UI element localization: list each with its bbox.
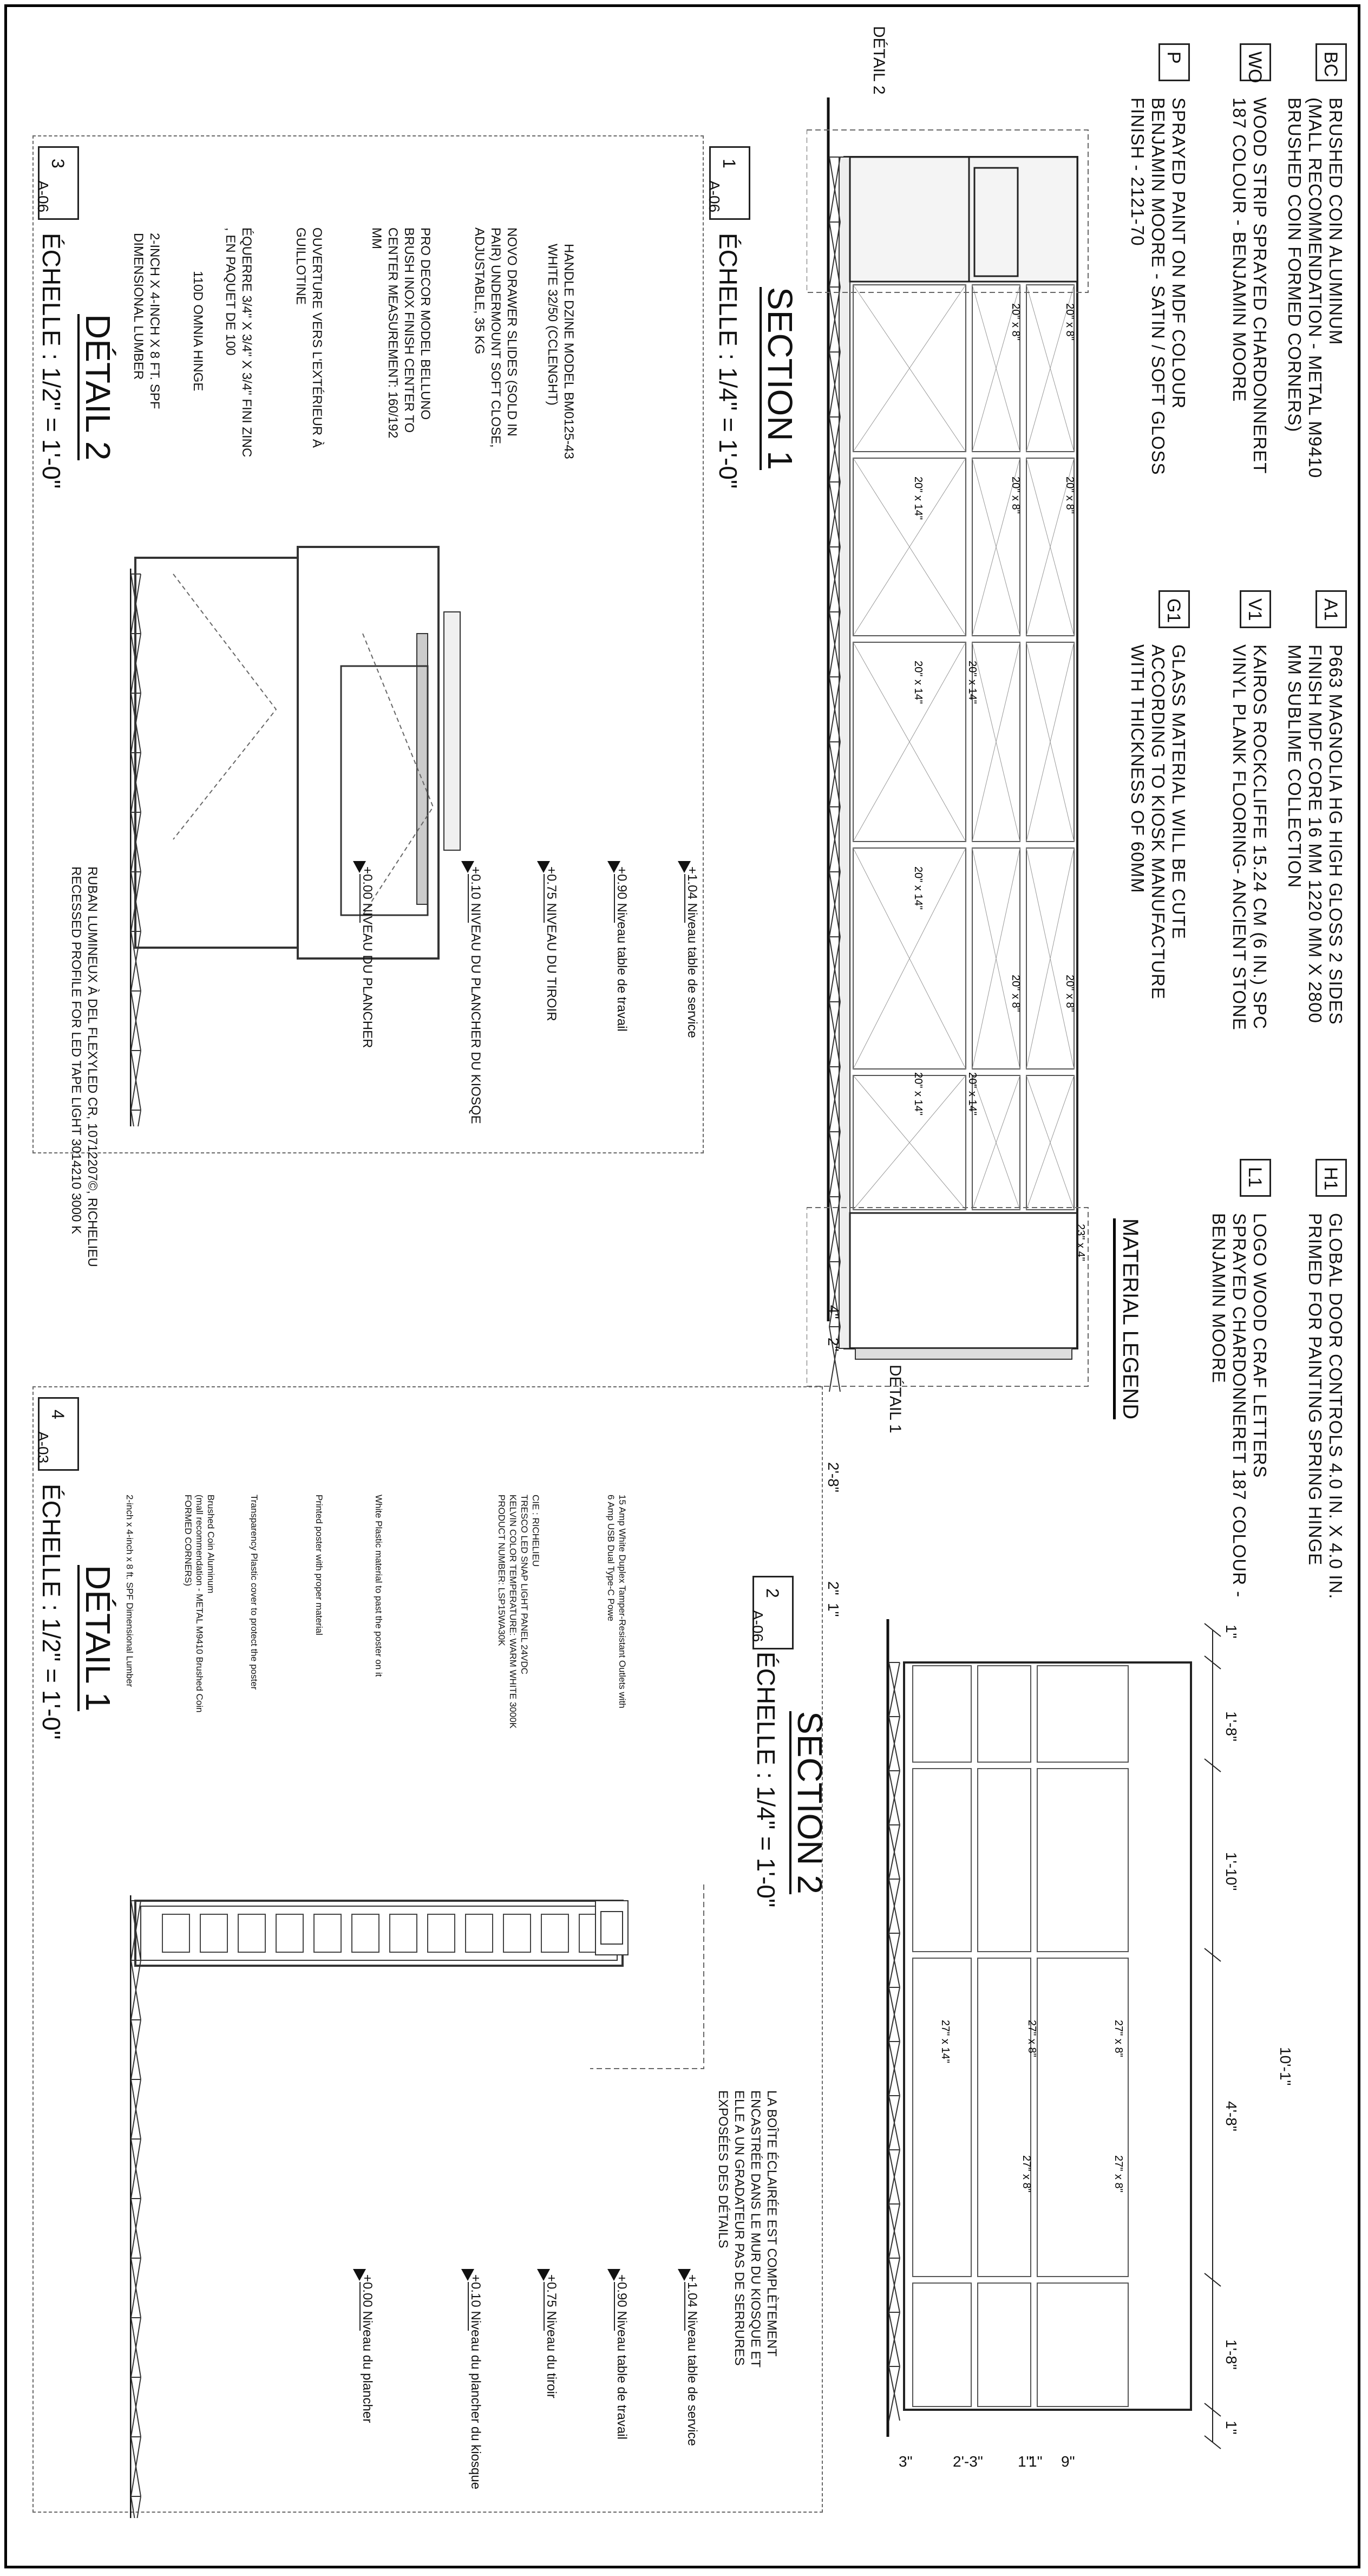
- lightbox-slot: [541, 1914, 568, 1952]
- detail1-ref-bubble: [35, 1397, 79, 1471]
- section1-dim-4in: 4": [825, 1305, 842, 1319]
- section2-ref-sheet: A-06: [749, 1610, 766, 1642]
- cabinet-size-label: 20" x 8": [1010, 975, 1022, 1012]
- leg-brace: [889, 2258, 900, 2312]
- legend-item-wo: WOOD STRIP SPRAYED CHARDONNERET 187 COLOUR - BENJAMIN MOORE: [1229, 97, 1270, 474]
- cabinet-size-label: 20" x 8": [1010, 303, 1022, 341]
- lightbox-slot: [200, 1914, 227, 1952]
- level-label-4: +0.00 NIVEAU DU PLANCHER: [360, 866, 375, 1048]
- cabinet-size-label: 20" x 14": [912, 866, 924, 910]
- leg-brace: [889, 1987, 900, 2042]
- leg-brace: [131, 991, 141, 1051]
- leg-brace: [889, 1933, 900, 1987]
- leg-brace: [131, 2437, 141, 2496]
- cabinet-panel: [913, 1769, 971, 1952]
- detail1-title: DÉTAIL 1: [78, 1565, 117, 1712]
- legend-item-h1: GLOBAL DOOR CONTROLS 4.0 IN. X 4.0 IN. PRIMED FOR PAINTING SPRING HINGE: [1305, 1213, 1346, 1600]
- cabinet-panel: [1037, 1769, 1128, 1952]
- detail1-ref-sheet: A-03: [35, 1431, 51, 1464]
- detail2-title: DÉTAIL 2: [78, 314, 117, 461]
- legend-code-v1: V1: [1240, 590, 1271, 628]
- legend-code-wo: WO: [1240, 43, 1271, 81]
- legend-code-h1: H1: [1315, 1159, 1347, 1197]
- cabinet-size-label: 27" x 14": [939, 2020, 951, 2063]
- panel-diagonal: [853, 458, 966, 636]
- cabinet-panel: [1037, 1666, 1128, 1762]
- level-label-1: +0.90 Niveau table de travail: [614, 2274, 629, 2440]
- leg-brace: [889, 2096, 900, 2150]
- level-label-4: +0.00 Niveau du plancher: [360, 2274, 375, 2423]
- leg-brace: [889, 1771, 900, 1825]
- level-label-3: +0.10 Niveau du plancher du kiosque: [468, 2274, 483, 2489]
- leg-brace: [131, 2496, 141, 2518]
- section2-side-dim: 9": [1061, 2453, 1075, 2470]
- leg-brace: [829, 1327, 840, 1392]
- section2-dim: 4'-8": [1223, 2101, 1240, 2131]
- detail1-note: 15 Amp White Duplex Tamper-Resistant Outlets with 6 Amp USB Dual Type-C Powe: [606, 1495, 627, 1708]
- leg-brace: [889, 1717, 900, 1771]
- panel-diagonal: [1026, 642, 1074, 842]
- section2-dim: 1": [1223, 2421, 1240, 2435]
- legend-item-a1: P663 MAGNOLIA HG HIGH GLOSS 2 SIDES FINISH MDF CORE 16 MM 1220 MM X 2800 MM SUBLIME COLLECTION: [1285, 644, 1346, 1025]
- detail1-note: White Plastic material to past the poster on it: [374, 1495, 384, 1677]
- panel-diagonal: [853, 642, 966, 842]
- leg-brace: [131, 2079, 141, 2139]
- cabinet-size-label: 20" x 14": [912, 477, 924, 520]
- lightbox-slot: [276, 1914, 303, 1952]
- leg-brace: [131, 2258, 141, 2318]
- lightbox-slot: [466, 1914, 493, 1952]
- cabinet-size-label: 20" x 14": [966, 661, 978, 704]
- cabinet-panel: [978, 1769, 1031, 1952]
- detail1-scale: ÉCHELLE : 1/2" = 1'-0": [37, 1484, 66, 1740]
- cabinet-size-label: 27" x 8": [1026, 2020, 1038, 2057]
- legend-title: MATERIAL LEGEND: [1113, 1218, 1142, 1419]
- legend-item-bc: BRUSHED COIN ALUMINUM (MALL RECOMMENDATION - METAL M9410 BRUSHED COIN FORMED CORNERS): [1285, 97, 1346, 479]
- detail1-callout: DÉTAIL 1: [886, 1365, 904, 1433]
- leg-brace: [131, 2318, 141, 2377]
- cabinet-panel: [978, 2283, 1031, 2407]
- level-label-2: +0.75 NIVEAU DU TIROIR: [544, 866, 559, 1021]
- leg-brace: [889, 2150, 900, 2204]
- detail2-callout: DÉTAIL 2: [870, 26, 888, 95]
- leg-brace: [131, 1960, 141, 2020]
- section2-scale: ÉCHELLE : 1/4" = 1'-0": [752, 1652, 780, 1908]
- detail2-ref-bubble: [35, 146, 79, 220]
- legend-code-bc: BC: [1315, 43, 1347, 81]
- cabinet-panel: [1037, 2283, 1128, 2407]
- lightbox-slot: [390, 1914, 417, 1952]
- cabinet-size-label: 20" x 8": [1064, 303, 1076, 341]
- detail2-ref-num: 3: [48, 159, 68, 168]
- leg-brace: [889, 2042, 900, 2096]
- lightbox-slot: [352, 1914, 379, 1952]
- legend-item-l1: LOGO WOOD CRAF LETTERS SPRAYED CHARDONNERET 187 COLOUR - BENJAMIN MOORE: [1209, 1213, 1270, 1598]
- panel-diagonal: [853, 285, 966, 452]
- cabinet-panel: [1037, 1958, 1128, 2277]
- level-label-0: +1.04 Niveau table de service: [685, 866, 699, 1038]
- leg-brace: [131, 2020, 141, 2079]
- detail2-led-note: RUBAN LUMINEUX À DEL FLEXYLED CR, 10712207©, RICHELIEU RECESSED PROFILE FOR LED TAPE LIGHT 3014210 3000 K: [69, 866, 100, 1267]
- level-label-2: +0.75 Niveau du tiroir: [544, 2274, 559, 2398]
- section2-side-dim: 1": [1029, 2453, 1043, 2470]
- section1-ref-sheet: A-06: [706, 180, 723, 213]
- legend-code-l1: L1: [1240, 1159, 1271, 1197]
- detail1-note: CIE : RICHELIEU TRESCO LED SNAP LIGHT PANEL 24VDC KELVIN COLOR TEMPERATURE: WARM WHITE 3000K PRODUCT NUMBER: LSP15WA30K: [496, 1495, 541, 1729]
- detail2-note: NOVO DRAWER SLIDES (SOLD IN PAIR) UNDERMOUNT SOFT CLOSE, ADJUSTABLE, 35 KG: [472, 227, 519, 448]
- cabinet-size-label: 23" x 4": [1075, 1224, 1086, 1261]
- cabinet-size-label: 20" x 14": [912, 661, 924, 704]
- cabinet-panel: [913, 2283, 971, 2407]
- cabinet-size-label: 27" x 8": [1112, 2020, 1124, 2057]
- lightbox-slot: [162, 1914, 189, 1952]
- cabinet-size-label: 27" x 8": [1112, 2155, 1124, 2193]
- section1-scale: ÉCHELLE : 1/4" = 1'-0": [714, 233, 742, 489]
- legend-item-v1: KAIROS ROCKCLIFFE 15.24 CM (6 IN.) SPC VINYL PLANK FLOORING- ANCIENT STONE: [1229, 644, 1270, 1031]
- section2-elevation: [877, 1608, 1223, 2453]
- level-label-1: +0.90 Niveau table de travail: [614, 866, 629, 1032]
- cabinet-panel: [913, 1666, 971, 1762]
- detail2-note: 2-INCH X 4-INCH X 8 FT. SPF DIMENSIONAL LUMBER: [131, 233, 162, 409]
- section2-title: SECTION 2: [790, 1711, 829, 1894]
- detail1-note: Transparency Plastic cover to protect the poster: [249, 1495, 259, 1690]
- panel-diagonal: [1026, 848, 1074, 1069]
- section2-side-dim: 3": [899, 2453, 913, 2470]
- cabinet-panel: [978, 1666, 1031, 1762]
- level-label-0: +1.04 Niveau table de service: [685, 2274, 699, 2446]
- leg-brace: [889, 1662, 900, 1717]
- leg-brace: [889, 2312, 900, 2366]
- detail2-note: HANDLE DZINE MODEL BM0125-43 WHITE 32/50 (CCLENGHT): [545, 244, 576, 459]
- legend-code-g1: G1: [1158, 590, 1190, 628]
- section1-ref-num: 1: [719, 159, 739, 168]
- cabinet-size-label: 27" x 8": [1020, 2155, 1032, 2193]
- leg-brace: [131, 1110, 141, 1126]
- section1-ref-bubble: [706, 146, 750, 220]
- leg-brace: [131, 2199, 141, 2258]
- section2-side-dim: 1": [1018, 2453, 1032, 2470]
- cabinet-size-label: 20" x 8": [1064, 975, 1076, 1012]
- panel-diagonal: [853, 1075, 966, 1210]
- cabinet-size-label: 20" x 14": [966, 1072, 978, 1116]
- section2-side-dim: 2'-3": [953, 2453, 983, 2470]
- panel-diagonal: [853, 848, 966, 1069]
- panel-diagonal: [972, 642, 1020, 842]
- lightbox-slot: [428, 1914, 455, 1952]
- level-label-3: +0.10 NIVEAU DU PLANCHER DU KIOSQE: [468, 866, 483, 1124]
- leg-brace: [131, 2377, 141, 2437]
- section1-elevation: [807, 97, 1110, 1408]
- panel-diagonal: [972, 1075, 1020, 1210]
- section2-dim: 1'-10": [1223, 1852, 1240, 1891]
- panel-diagonal: [1026, 1075, 1074, 1210]
- legend-item-g1: GLASS MATERIAL WILL BE CUTE ACCORDING TO KIOSK MANUFACTURE WITH THICKNESS OF 60MM: [1128, 644, 1189, 1000]
- detail1-note: Printed poster with proper material: [314, 1495, 324, 1635]
- detail2-note: OUVERTURE VERS L'EXTÉRIEUR À GUILLOTINE: [293, 227, 324, 448]
- section1-title: SECTION 1: [761, 287, 800, 470]
- leg-brace: [889, 1825, 900, 1879]
- leg-brace: [131, 1051, 141, 1110]
- section1-dim-1in: 1": [825, 1603, 842, 1617]
- lightbox-slot: [503, 1914, 531, 1952]
- detail2-scale: ÉCHELLE : 1/2" = 1'-0": [37, 233, 66, 489]
- section2-dim: 1'-8": [1223, 2339, 1240, 2370]
- legend-code-a1: A1: [1315, 590, 1347, 628]
- detail2-note: 110D OMNIA HINGE: [191, 271, 205, 392]
- section2-dim-total: 10'-1": [1277, 2047, 1294, 2086]
- detail1-box-note: LA BOÎTE ÉCLAIRÉE EST COMPLÈTEMENT ENCASTRÉE DANS LE MUR DU KIOSQUE ET ELLE A UN GRADATEUR PAS DE SERRURES EXPOSÉES DES DÉTAILS: [716, 2090, 779, 2368]
- section1-dim-2in-b: 2": [825, 1581, 842, 1595]
- lightbox-slot: [238, 1914, 265, 1952]
- cabinet-panel: [913, 1958, 971, 2277]
- panel-diagonal: [972, 848, 1020, 1069]
- lightbox-slot: [314, 1914, 341, 1952]
- legend-item-p: SPRAYED PAINT ON MDF COLOUR BENJAMIN MOORE - SATIN / SOFT GLOSS FINISH - 2121-70: [1128, 97, 1189, 475]
- cabinet-panel: [978, 1958, 1031, 2277]
- detail2-note: ÉQUERRE 3/4" X 3/4" X 3/4" FINI ZINC , EN PAQUET DE 100: [223, 227, 254, 458]
- cabinet-size-label: 20" x 14": [912, 1072, 924, 1116]
- detail2-note: PRO DECOR MODEL BELLUNO BRUSH INOX FINISH CENTER TO CENTER MEASUREMENT: 160/192 MM: [369, 227, 433, 439]
- leg-brace: [889, 2366, 900, 2421]
- legend-code-p: P: [1158, 43, 1190, 81]
- detail1-note: Brushed Coin Aluminum (mall recommendation - METAL M9410 Brushed Coin FORMED CORNERS): [183, 1495, 216, 1713]
- section2-ref-num: 2: [763, 1588, 782, 1598]
- detail2-ref-sheet: A-06: [35, 180, 51, 213]
- leg-brace: [889, 2204, 900, 2258]
- leg-brace: [889, 1879, 900, 1933]
- cabinet-size-label: 20" x 8": [1064, 477, 1076, 514]
- cabinet-size-label: 20" x 8": [1010, 477, 1022, 514]
- section2-dim: 1": [1223, 1625, 1240, 1639]
- section1-dim-2ft8: 2'-8": [825, 1462, 842, 1492]
- detail1-ref-num: 4: [48, 1410, 68, 1419]
- section1-dim-2in: 2": [825, 1338, 842, 1352]
- section2-ref-bubble: [749, 1576, 794, 1649]
- leg-brace: [131, 2139, 141, 2199]
- section2-dim: 1'-8": [1223, 1711, 1240, 1742]
- detail1-note: 2-inch x 4-inch x 8 ft. SPF Dimensional Lumber: [125, 1495, 135, 1687]
